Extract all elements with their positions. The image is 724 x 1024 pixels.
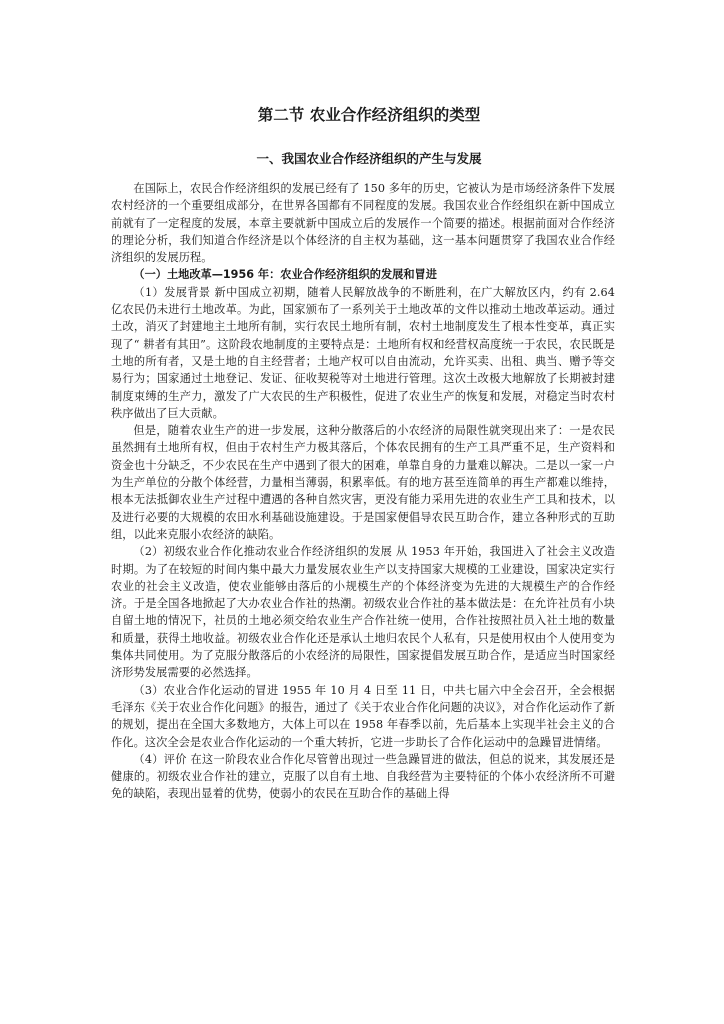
body-text [111, 180, 615, 803]
paragraph-evaluation: （4）评价 在这一阶段农业合作化尽管曾出现过一些急躁冒进的做法，但总的说来，其发展还是健康的。初级农业合作社的建立，克服了以自有土地、自我经营为主要特征的个体小农经济所不可避免的缺陷，表现出显着的优势，使弱小的农民在互助合作的基础上得 [111, 752, 615, 801]
paragraph-intro: 在国际上，农民合作经济组织的发展已经有了 150 多年的历史，它被认为是市场经济条件下发展农村经济的一个重要组成部分，在世界各国都有不同程度的发展。我国农业合作经组织在新中国成立前就有了一定程度的发展，本章主要就新中国成立后的发展作一个简要的描述。根据前面对合作经济的理论分析，我们知道合作经济是以个体经济的自主权为基础，这一基本问题贯穿了我国农业合作经济组织的发展历程。 [111, 182, 615, 265]
document-page [111, 98, 615, 803]
subsection-title: 一、我国农业合作经济组织的产生与发展 [256, 151, 482, 166]
paragraph-rash-advance: （3）农业合作化运动的冒进 1955 年 10 月 4 日至 11 日，中共七届六中全会召开，全会根据毛泽东《关于农业合作化问题》的报告，通过了《关于农业合作化问题的决议》，对合作化运动作了新的规划，提出在全国大多数地方，大体上可以在 1958 年春季以前，先后基本上实现半社会主义的合作化。这次全会是农业合作化运动的一个重大转折，它进一步助长了合作化运动中的急躁冒进情绪。 [111, 683, 615, 749]
section-title: 第二节 农业合作经济组织的类型 [257, 106, 481, 124]
paragraph-limitations: 但是，随着农业生产的进一步发展，这种分散落后的小农经济的局限性就突现出来了：一是农民虽然拥有土地所有权，但由于农村生产力极其落后，个体农民拥有的生产工具严重不足，生产资料和资金也十分缺乏，不少农民在生产中遇到了很大的困难，单靠自身的力量难以解决。二是以一家一户为生产单位的分散个体经营，力量相当薄弱，积累率低。有的地方甚至连简单的再生产都难以维持，根本无法抵御农业生产过程中遭遇的各种自然灾害，更没有能力采用先进的农业生产工具和技术，以及进行必要的大规模的农田水利基础设施建设。于是国家便倡导农民互助合作，建立各种形式的互助组，以此来克服小农经济的缺陷。 [111, 424, 615, 541]
heading-land-reform: （一）土地改革—1956 年：农业合作经济组织的发展和冒进 [133, 268, 437, 282]
paragraph-background: （1）发展背景 新中国成立初期，随着人民解放战争的不断胜利，在广大解放区内，约有 2.64 亿农民仍未进行土地改革。为此，国家颁布了一系列关于土地改革的文件以推动土地改革运动。通过土改，消灭了封建地主土地所有制，实行农民土地所有制，农村土地制度发生了根本性变革，真正实现了“ 耕者有其田”。这阶段农地制度的主要特点是：土地所有权和经营权高度统一于农民，农民既是土地的所有者，又是土地的自主经营者；土地产权可以自由流动，允许买卖、出租、典当、赠予等交易行为；国家通过土地登记、发证、征收契税等对土地进行管理。这次土改极大地解放了长期被封建制度束缚的生产力，激发了广大农民的生产积极性，促进了农业生产的恢复和发展，对稳定当时农村秩序做出了巨大贡献。 [111, 285, 615, 420]
paragraph-primary-cooperation: （2）初级农业合作化推动农业合作经济组织的发展 从 1953 年开始，我国进入了社会主义改造时期。为了在较短的时间内集中最大力量发展农业生产以支持国家大规模的工业建设，国家决定实行农业的社会主义改造，使农业能够由落后的小规模生产的个体经济变为先进的大规模生产的合作经济。于是全国各地掀起了大办农业合作社的热潮。初级农业合作社的基本做法是：在允许社员有小块自留土地的情况下，社员的土地必须交给农业生产合作社统一使用，合作社按照社员入社土地的数量和质量，获得土地收益。初级农业合作化还是承认土地归农民个人私有，只是使用权由个人使用变为集体共同使用。为了克服分散落后的小农经济的局限性，国家提倡发展互助合作，是适应当时国家经济形势发展需要的必然选择。 [111, 545, 615, 680]
